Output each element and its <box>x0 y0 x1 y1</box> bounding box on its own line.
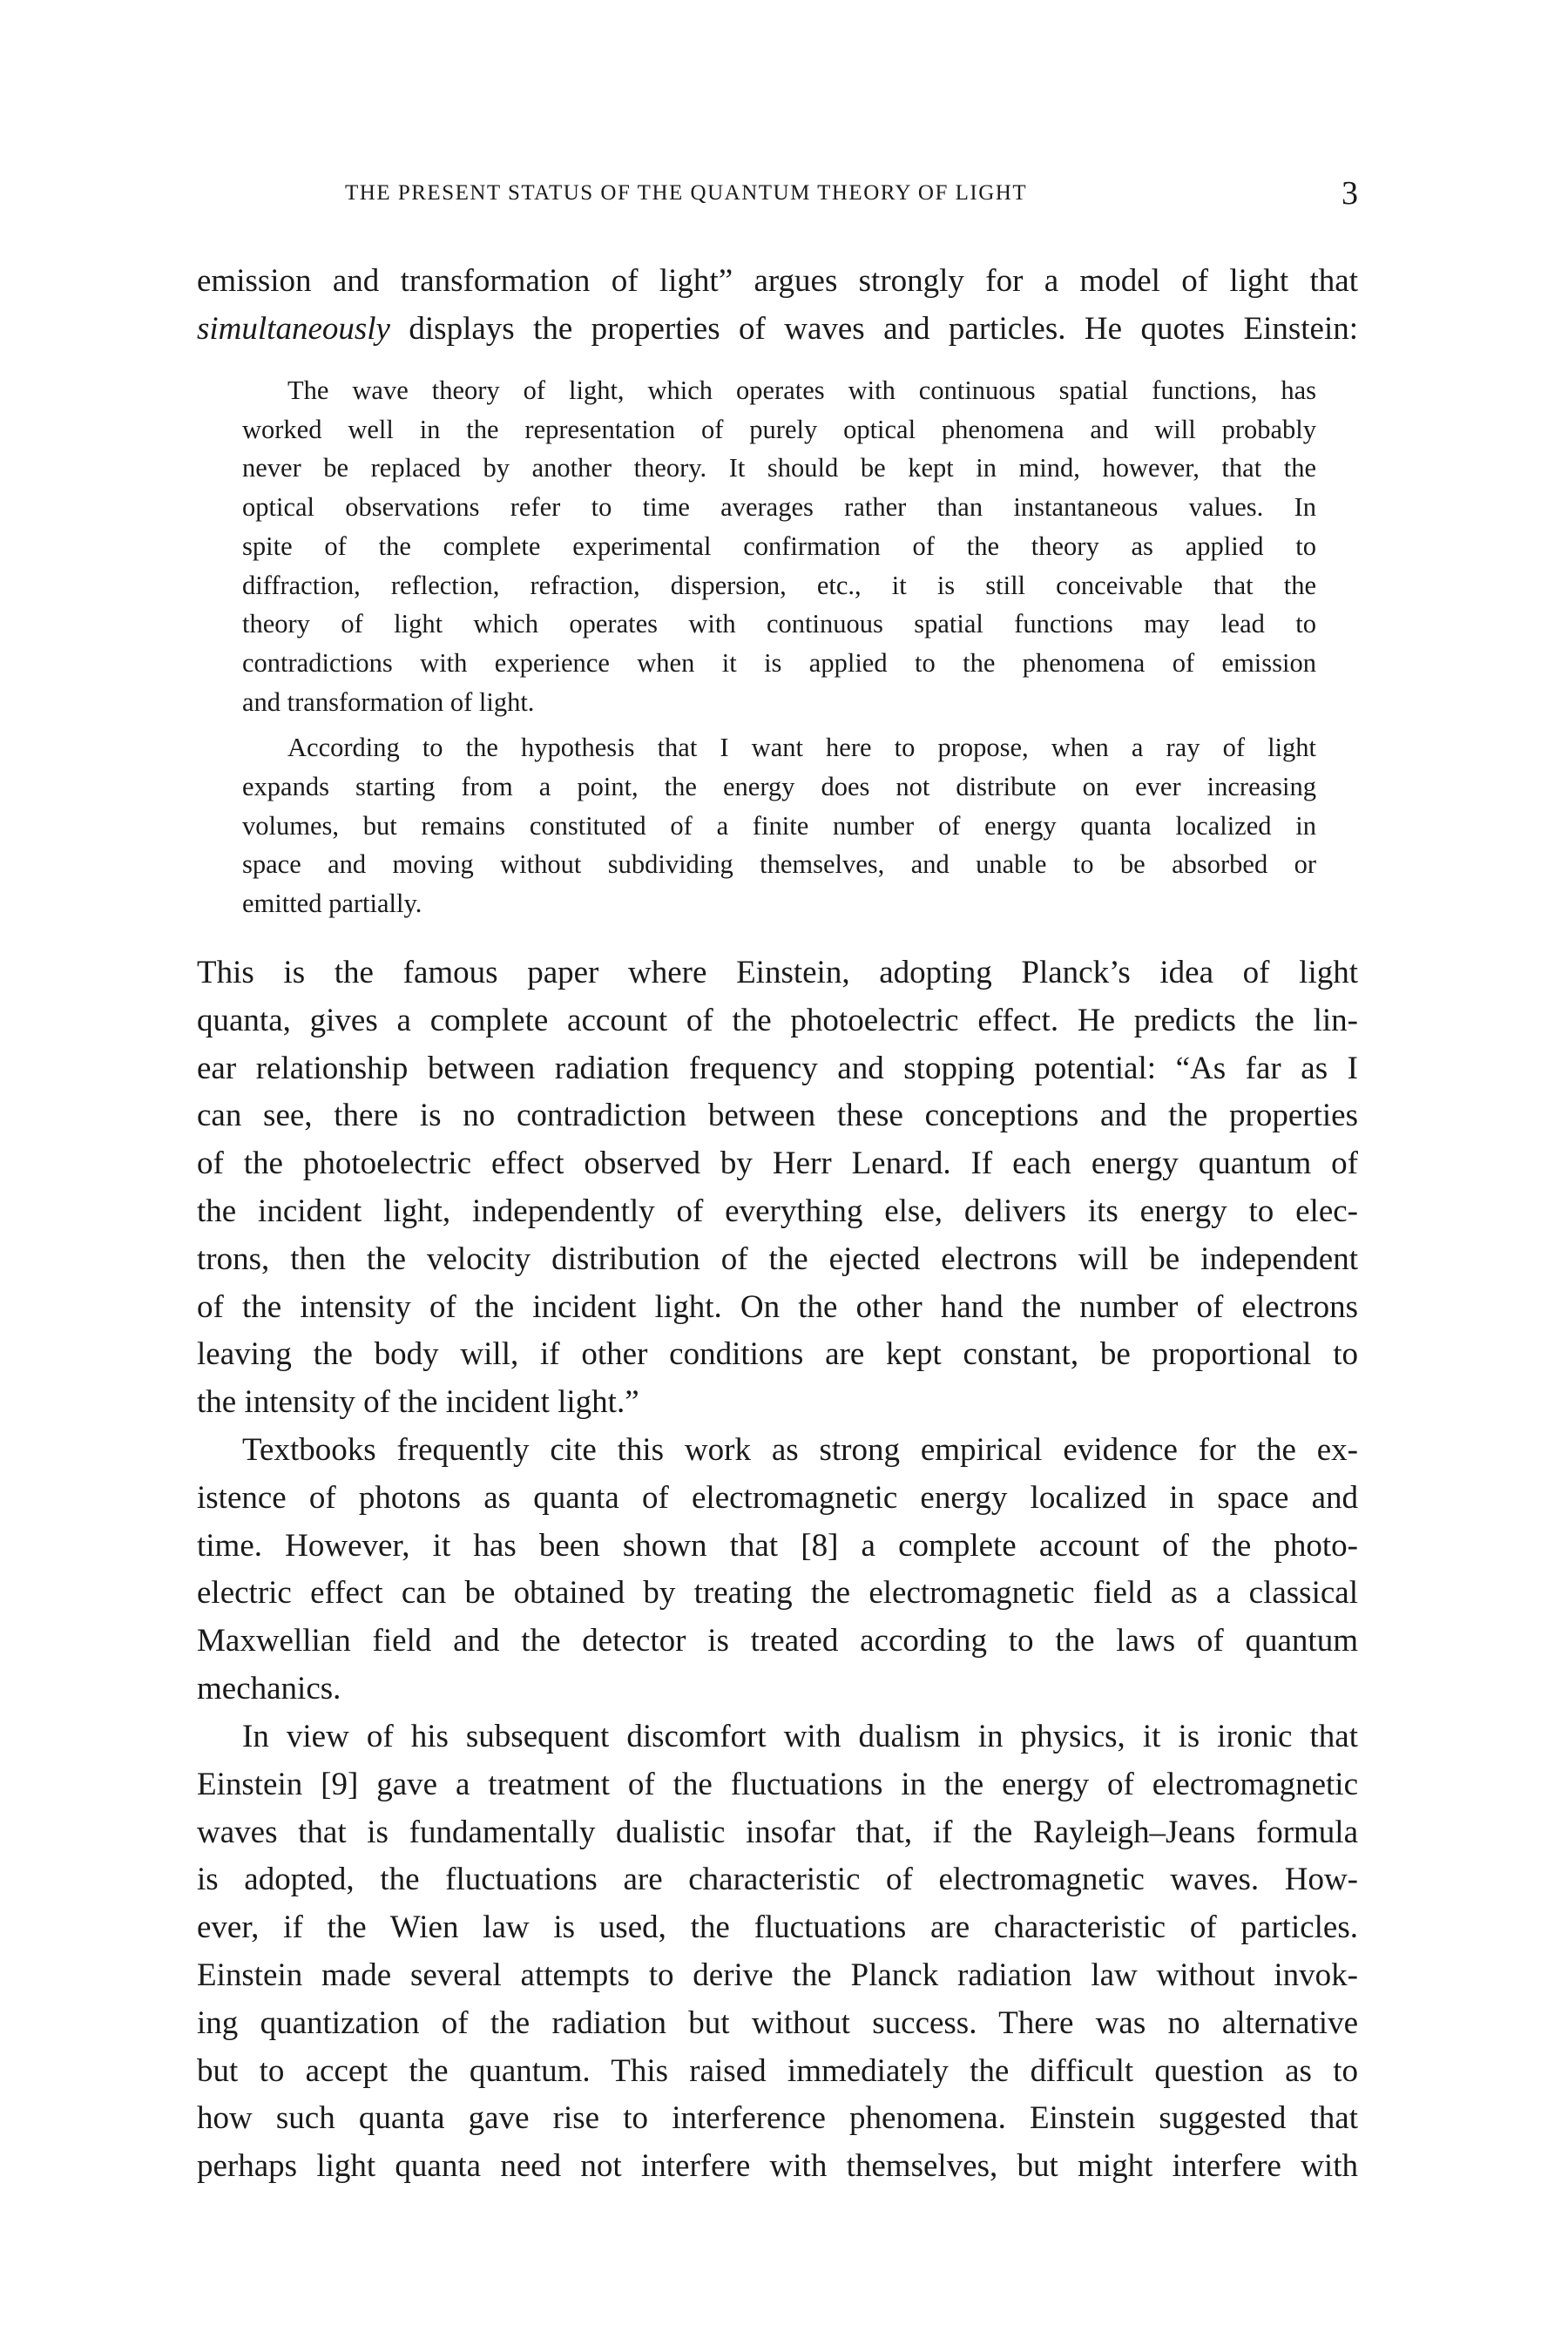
quote-line: The wave theory of light, which operates with continuous spatial functions, has <box>287 375 1316 405</box>
text-line: Einstein [9] gave a treatment of the fluctuations in the energy of electromagnetic <box>197 1766 1358 1802</box>
quote-line: volumes, but remains constituted of a finite number of energy quanta localized in <box>242 810 1316 841</box>
text-line: istence of photons as quanta of electromagnetic energy localized in space and <box>197 1479 1358 1516</box>
paragraph-textbooks <box>197 1427 1358 1713</box>
text-line: can see, there is no contradiction between these conceptions and the properties <box>197 1098 1358 1134</box>
quote-line: contradictions with experience when it is applied to the phenomena of emission <box>242 647 1316 678</box>
running-title: THE PRESENT STATUS OF THE QUANTUM THEORY OF LIGHT <box>345 181 1028 205</box>
text-line: of the intensity of the incident light. On the other hand the number of electrons <box>197 1288 1358 1325</box>
quote-line: According to the hypothesis that I want here to propose, when a ray of light <box>287 733 1316 763</box>
text-line: emission and transformation of light” argues strongly for a model of light that <box>197 263 1358 299</box>
page-number: 3 <box>1342 175 1358 212</box>
text-line: the incident light, independently of everything else, delivers its energy to elec- <box>197 1193 1358 1229</box>
text-line: quanta, gives a complete account of the photoelectric effect. He predicts the lin- <box>197 1002 1358 1038</box>
quote-line: diffraction, reflection, refraction, dispersion, etc., it is still conceivable that the <box>242 570 1316 600</box>
quote-paragraph-1 <box>242 371 1316 721</box>
quote-line: never be replaced by another theory. It should be kept in mind, however, that the <box>242 453 1316 483</box>
text-line: Textbooks frequently cite this work as strong empirical evidence for the ex- <box>242 1432 1358 1468</box>
text-line: ing quantization of the radiation but without success. There was no alternative <box>197 2004 1358 2041</box>
text-line: leaving the body will, if other conditions are kept constant, be proportional to <box>197 1336 1358 1373</box>
text-line: In view of his subsequent discomfort with dualism in physics, it is ironic that <box>242 1719 1358 1754</box>
quote-line: spite of the complete experimental confirmation of the theory as applied to <box>242 531 1316 561</box>
text-line: of the photoelectric effect observed by Herr Lenard. If each energy quantum of <box>197 1146 1358 1182</box>
quote-line: worked well in the representation of purely optical phenomena and will probably <box>242 414 1316 444</box>
quote-line: theory of light which operates with continuous spatial functions may lead to <box>242 609 1316 639</box>
text-line <box>197 306 1358 354</box>
quote-line: expands starting from a point, the energy does not distribute on ever increasing <box>242 772 1316 802</box>
text-line: ever, if the Wien law is used, the fluctuations are characteristic of particles. <box>197 1909 1358 1946</box>
text-line: Einstein made several attempts to derive the Planck radiation law without invok- <box>197 1957 1358 1993</box>
text-line: the intensity of the incident light.” <box>197 1384 639 1421</box>
paragraph-dualism <box>197 1713 1358 2191</box>
text-line: Maxwellian field and the detector is treated according to the laws of quantum <box>197 1623 1358 1659</box>
emphasis-simultaneously: simultaneously <box>197 310 390 347</box>
text-line: This is the famous paper where Einstein, adopting Planck’s idea of light <box>197 955 1358 990</box>
text-line: ear relationship between radiation frequency and stopping potential: “As far as I <box>197 1050 1358 1086</box>
text-line: trons, then the velocity distribution of the ejected electrons will be independent <box>197 1240 1358 1277</box>
text-line: mechanics. <box>197 1670 341 1707</box>
text-line: time. However, it has been shown that [8] a complete account of the photo- <box>197 1527 1358 1564</box>
block-quote <box>242 371 1316 923</box>
text-line: waves that is fundamentally dualistic insofar that, if the Rayleigh–Jeans formula <box>197 1814 1358 1850</box>
text-line: but to accept the quantum. This raised immediately the difficult question as to <box>197 2052 1358 2089</box>
text-line: electric effect can be obtained by treating the electromagnetic field as a classical <box>197 1575 1358 1612</box>
paragraph-photoelectric <box>197 950 1358 1427</box>
text-line: perhaps light quanta need not interfere with themselves, but might interfere with <box>197 2148 1358 2185</box>
quote-line: space and moving without subdividing themselves, and unable to be absorbed or <box>242 849 1316 880</box>
text-line: is adopted, the fluctuations are characteristic of electromagnetic waves. How- <box>197 1862 1358 1898</box>
opening-paragraph <box>197 258 1358 354</box>
quote-line: optical observations refer to time averages rather than instantaneous values. In <box>242 492 1316 523</box>
text-line-rest: displays the properties of waves and particles. He quotes Einstein: <box>389 310 1358 347</box>
quote-paragraph-2 <box>242 728 1316 923</box>
quote-line: and transformation of light. <box>242 686 535 717</box>
quote-line: emitted partially. <box>242 889 422 919</box>
running-head <box>197 174 1358 218</box>
text-line: how such quanta gave rise to interference phenomena. Einstein suggested that <box>197 2100 1358 2137</box>
